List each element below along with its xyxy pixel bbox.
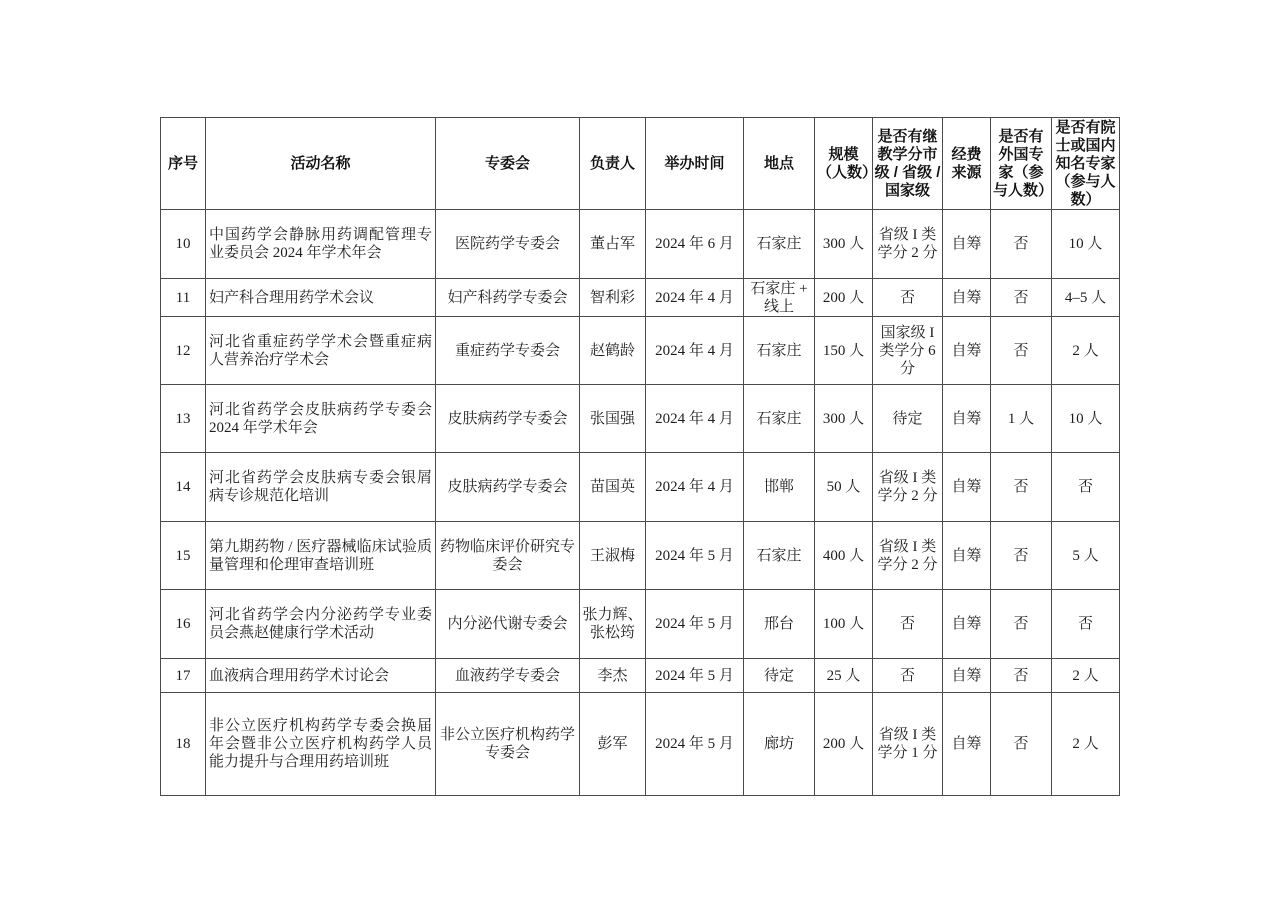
cell-location: 石家庄 [744, 385, 815, 453]
cell-committee: 皮肤病药学专委会 [436, 453, 580, 522]
header-seq: 序号 [161, 118, 206, 210]
cell-date: 2024 年 6 月 [646, 210, 744, 279]
cell-location: 廊坊 [744, 693, 815, 796]
cell-leader: 张国强 [580, 385, 646, 453]
cell-leader: 董占军 [580, 210, 646, 279]
table-row [161, 522, 1120, 590]
table-header-row [161, 118, 1120, 210]
cell-scale: 25 人 [815, 659, 873, 693]
cell-date: 2024 年 5 月 [646, 659, 744, 693]
table-row [161, 590, 1120, 659]
activity-table [160, 117, 1120, 796]
cell-date: 2024 年 5 月 [646, 693, 744, 796]
cell-seq: 11 [161, 279, 206, 317]
cell-academicians: 否 [1052, 590, 1120, 659]
cell-committee: 内分泌代谢专委会 [436, 590, 580, 659]
cell-activity-name: 河北省药学会皮肤病药学专委会 2024 年学术年会 [206, 385, 436, 453]
cell-funding: 自筹 [943, 659, 991, 693]
cell-location: 石家庄 [744, 522, 815, 590]
cell-activity-name: 第九期药物 / 医疗器械临床试验质量管理和伦理审查培训班 [206, 522, 436, 590]
cell-location: 邯郸 [744, 453, 815, 522]
cell-credits: 国家级 I 类学分 6 分 [873, 317, 943, 385]
cell-funding: 自筹 [943, 522, 991, 590]
header-location: 地点 [744, 118, 815, 210]
cell-leader: 王淑梅 [580, 522, 646, 590]
cell-seq: 12 [161, 317, 206, 385]
cell-committee: 药物临床评价研究专委会 [436, 522, 580, 590]
cell-committee: 皮肤病药学专委会 [436, 385, 580, 453]
cell-credits: 省级 I 类学分 2 分 [873, 210, 943, 279]
header-activity-name: 活动名称 [206, 118, 436, 210]
cell-scale: 300 人 [815, 385, 873, 453]
cell-foreign-experts: 否 [991, 210, 1052, 279]
cell-credits: 省级 I 类学分 2 分 [873, 453, 943, 522]
cell-seq: 17 [161, 659, 206, 693]
table-row [161, 317, 1120, 385]
cell-seq: 14 [161, 453, 206, 522]
cell-activity-name: 中国药学会静脉用药调配管理专业委员会 2024 年学术年会 [206, 210, 436, 279]
cell-committee: 妇产科药学专委会 [436, 279, 580, 317]
cell-credits: 否 [873, 590, 943, 659]
header-committee: 专委会 [436, 118, 580, 210]
cell-foreign-experts: 否 [991, 279, 1052, 317]
cell-academicians: 2 人 [1052, 659, 1120, 693]
cell-foreign-experts: 否 [991, 693, 1052, 796]
cell-foreign-experts: 1 人 [991, 385, 1052, 453]
cell-foreign-experts: 否 [991, 522, 1052, 590]
cell-committee: 非公立医疗机构药学专委会 [436, 693, 580, 796]
cell-academicians: 5 人 [1052, 522, 1120, 590]
cell-date: 2024 年 4 月 [646, 385, 744, 453]
table-row [161, 210, 1120, 279]
cell-activity-name: 血液病合理用药学术讨论会 [206, 659, 436, 693]
cell-committee: 重症药学专委会 [436, 317, 580, 385]
cell-scale: 400 人 [815, 522, 873, 590]
cell-activity-name: 非公立医疗机构药学专委会换届年会暨非公立医疗机构药学人员能力提升与合理用药培训班 [206, 693, 436, 796]
cell-leader: 智利彩 [580, 279, 646, 317]
cell-activity-name: 河北省重症药学学术会暨重症病人营养治疗学术会 [206, 317, 436, 385]
cell-committee: 血液药学专委会 [436, 659, 580, 693]
cell-scale: 50 人 [815, 453, 873, 522]
header-leader: 负责人 [580, 118, 646, 210]
cell-date: 2024 年 4 月 [646, 317, 744, 385]
header-date: 举办时间 [646, 118, 744, 210]
cell-seq: 18 [161, 693, 206, 796]
cell-leader: 李杰 [580, 659, 646, 693]
cell-scale: 200 人 [815, 279, 873, 317]
header-foreign-experts: 是否有外国专家（参与人数） [991, 118, 1052, 210]
cell-seq: 16 [161, 590, 206, 659]
cell-location: 石家庄 [744, 317, 815, 385]
cell-funding: 自筹 [943, 279, 991, 317]
cell-date: 2024 年 5 月 [646, 522, 744, 590]
cell-funding: 自筹 [943, 453, 991, 522]
cell-academicians: 4–5 人 [1052, 279, 1120, 317]
cell-seq: 13 [161, 385, 206, 453]
cell-credits: 省级 I 类学分 2 分 [873, 522, 943, 590]
cell-scale: 200 人 [815, 693, 873, 796]
table-row [161, 693, 1120, 796]
header-academicians: 是否有院士或国内知名专家（参与人数） [1052, 118, 1120, 210]
table-row [161, 279, 1120, 317]
cell-foreign-experts: 否 [991, 590, 1052, 659]
cell-location: 待定 [744, 659, 815, 693]
cell-funding: 自筹 [943, 590, 991, 659]
cell-date: 2024 年 4 月 [646, 279, 744, 317]
cell-leader: 赵鹤龄 [580, 317, 646, 385]
header-credits: 是否有继教学分市级 / 省级 / 国家级 [873, 118, 943, 210]
cell-activity-name: 妇产科合理用药学术会议 [206, 279, 436, 317]
cell-leader: 彭军 [580, 693, 646, 796]
cell-date: 2024 年 4 月 [646, 453, 744, 522]
cell-scale: 150 人 [815, 317, 873, 385]
cell-seq: 15 [161, 522, 206, 590]
cell-academicians: 10 人 [1052, 385, 1120, 453]
cell-activity-name: 河北省药学会内分泌药学专业委员会燕赵健康行学术活动 [206, 590, 436, 659]
cell-credits: 待定 [873, 385, 943, 453]
cell-scale: 100 人 [815, 590, 873, 659]
table-row [161, 659, 1120, 693]
cell-funding: 自筹 [943, 385, 991, 453]
cell-credits: 否 [873, 659, 943, 693]
cell-location: 邢台 [744, 590, 815, 659]
cell-funding: 自筹 [943, 317, 991, 385]
cell-credits: 省级 I 类学分 1 分 [873, 693, 943, 796]
cell-academicians: 10 人 [1052, 210, 1120, 279]
cell-funding: 自筹 [943, 210, 991, 279]
cell-leader: 张力辉、张松筠 [580, 590, 646, 659]
table-row [161, 453, 1120, 522]
cell-foreign-experts: 否 [991, 317, 1052, 385]
cell-seq: 10 [161, 210, 206, 279]
cell-foreign-experts: 否 [991, 453, 1052, 522]
header-scale: 规模（人数） [815, 118, 873, 210]
cell-activity-name: 河北省药学会皮肤病专委会银屑病专诊规范化培训 [206, 453, 436, 522]
cell-funding: 自筹 [943, 693, 991, 796]
cell-location: 石家庄 + 线上 [744, 279, 815, 317]
cell-leader: 苗国英 [580, 453, 646, 522]
cell-foreign-experts: 否 [991, 659, 1052, 693]
cell-committee: 医院药学专委会 [436, 210, 580, 279]
header-funding: 经费来源 [943, 118, 991, 210]
cell-scale: 300 人 [815, 210, 873, 279]
cell-academicians: 否 [1052, 453, 1120, 522]
table-row [161, 385, 1120, 453]
cell-academicians: 2 人 [1052, 693, 1120, 796]
cell-academicians: 2 人 [1052, 317, 1120, 385]
cell-location: 石家庄 [744, 210, 815, 279]
cell-date: 2024 年 5 月 [646, 590, 744, 659]
cell-credits: 否 [873, 279, 943, 317]
